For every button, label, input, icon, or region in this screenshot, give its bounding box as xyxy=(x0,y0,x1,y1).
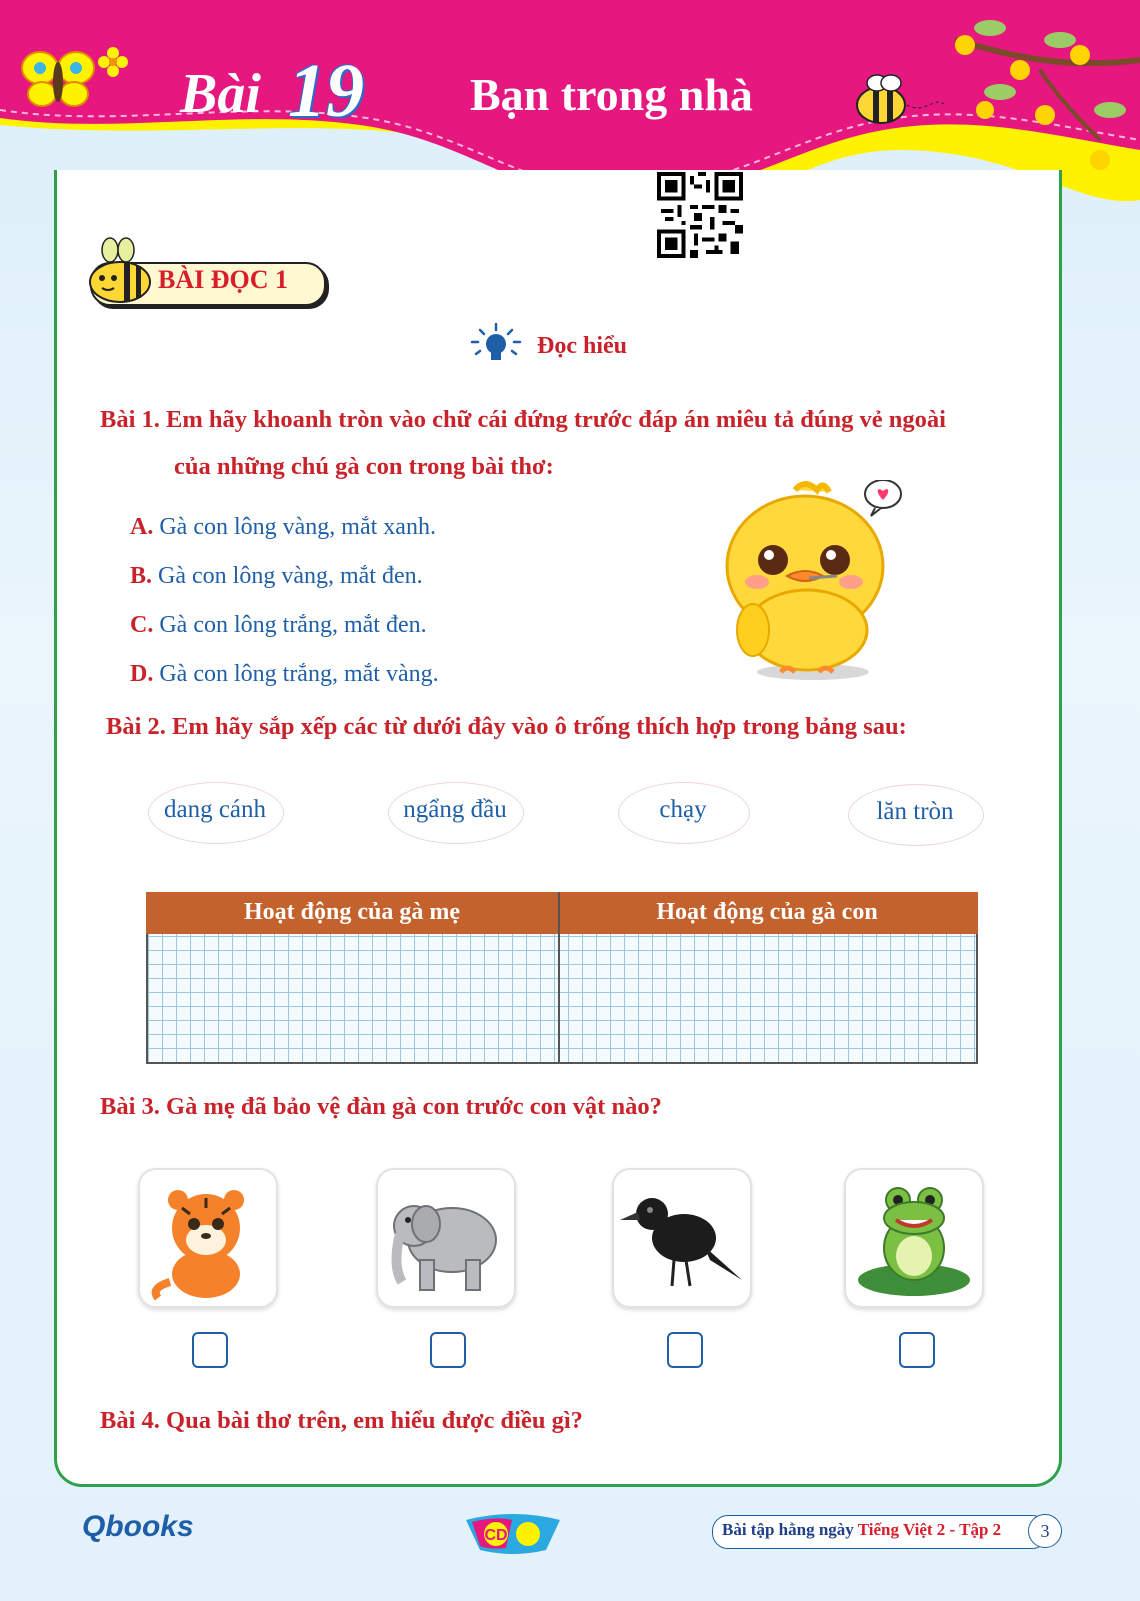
lesson-title: Bạn trong nhà xyxy=(470,69,753,120)
frog-card xyxy=(844,1168,984,1308)
page-number: 3 xyxy=(1028,1514,1062,1548)
center-logo-icon xyxy=(466,1514,560,1554)
option-a[interactable]: A. Gà con lông vàng, mắt xanh. xyxy=(130,514,436,540)
lightbulb-icon xyxy=(470,322,522,366)
publisher-logo: Qbooks xyxy=(82,1510,194,1543)
lesson-number: 19 xyxy=(288,49,364,133)
checkbox-frog[interactable] xyxy=(899,1332,935,1368)
word-lan-tron[interactable]: lăn tròn xyxy=(876,798,954,825)
checkbox-tiger[interactable] xyxy=(192,1332,228,1368)
qr-code-icon[interactable] xyxy=(657,172,743,258)
tiger-card xyxy=(138,1168,278,1308)
frog-image xyxy=(846,1170,982,1306)
word-dang-canh[interactable]: dang cánh xyxy=(163,796,267,823)
question-1-title-cont: của những chú gà con trong bài thơ: xyxy=(174,453,554,480)
word-ngang-dau[interactable]: ngẩng đầu xyxy=(403,796,507,823)
elephant-image xyxy=(378,1170,514,1306)
question-3-title: Bài 3. Gà mẹ đã bảo vệ đàn gà con trước con vật nào? xyxy=(100,1093,662,1120)
table-header-chick: Hoạt động của gà con xyxy=(656,899,878,925)
question-4-title: Bài 4. Qua bài thơ trên, em hiểu được điều gì? xyxy=(100,1407,583,1434)
checkbox-elephant[interactable] xyxy=(430,1332,466,1368)
elephant-card xyxy=(376,1168,516,1308)
section-label: BÀI ĐỌC 1 xyxy=(158,265,289,294)
chick-illustration xyxy=(725,480,925,690)
book-title: Bài tập hằng ngày Tiếng Việt 2 - Tập 2 xyxy=(722,1520,1002,1539)
reading-sub-label: Đọc hiểu xyxy=(537,333,627,359)
option-b[interactable]: B. Gà con lông vàng, mắt đen. xyxy=(130,563,423,589)
question-1-title: Bài 1. Em hãy khoanh tròn vào chữ cái đứng trước đáp án miêu tả đúng vẻ ngoài xyxy=(100,406,946,433)
lesson-word: Bài xyxy=(180,63,261,125)
crow-card xyxy=(612,1168,752,1308)
crow-image xyxy=(614,1170,750,1306)
bee-icon xyxy=(86,236,158,308)
question-2-title: Bài 2. Em hãy sắp xếp các từ dưới đây vào ô trống thích hợp trong bảng sau: xyxy=(106,713,907,740)
logo-letter-c: CD xyxy=(484,1527,508,1544)
tiger-image xyxy=(140,1170,276,1306)
word-chay[interactable]: chạy xyxy=(659,796,707,823)
option-d[interactable]: D. Gà con lông trắng, mắt vàng. xyxy=(130,661,439,687)
table-header-mother: Hoạt động của gà mẹ xyxy=(244,899,460,925)
checkbox-crow[interactable] xyxy=(667,1332,703,1368)
option-c[interactable]: C. Gà con lông trắng, mắt đen. xyxy=(130,612,427,638)
